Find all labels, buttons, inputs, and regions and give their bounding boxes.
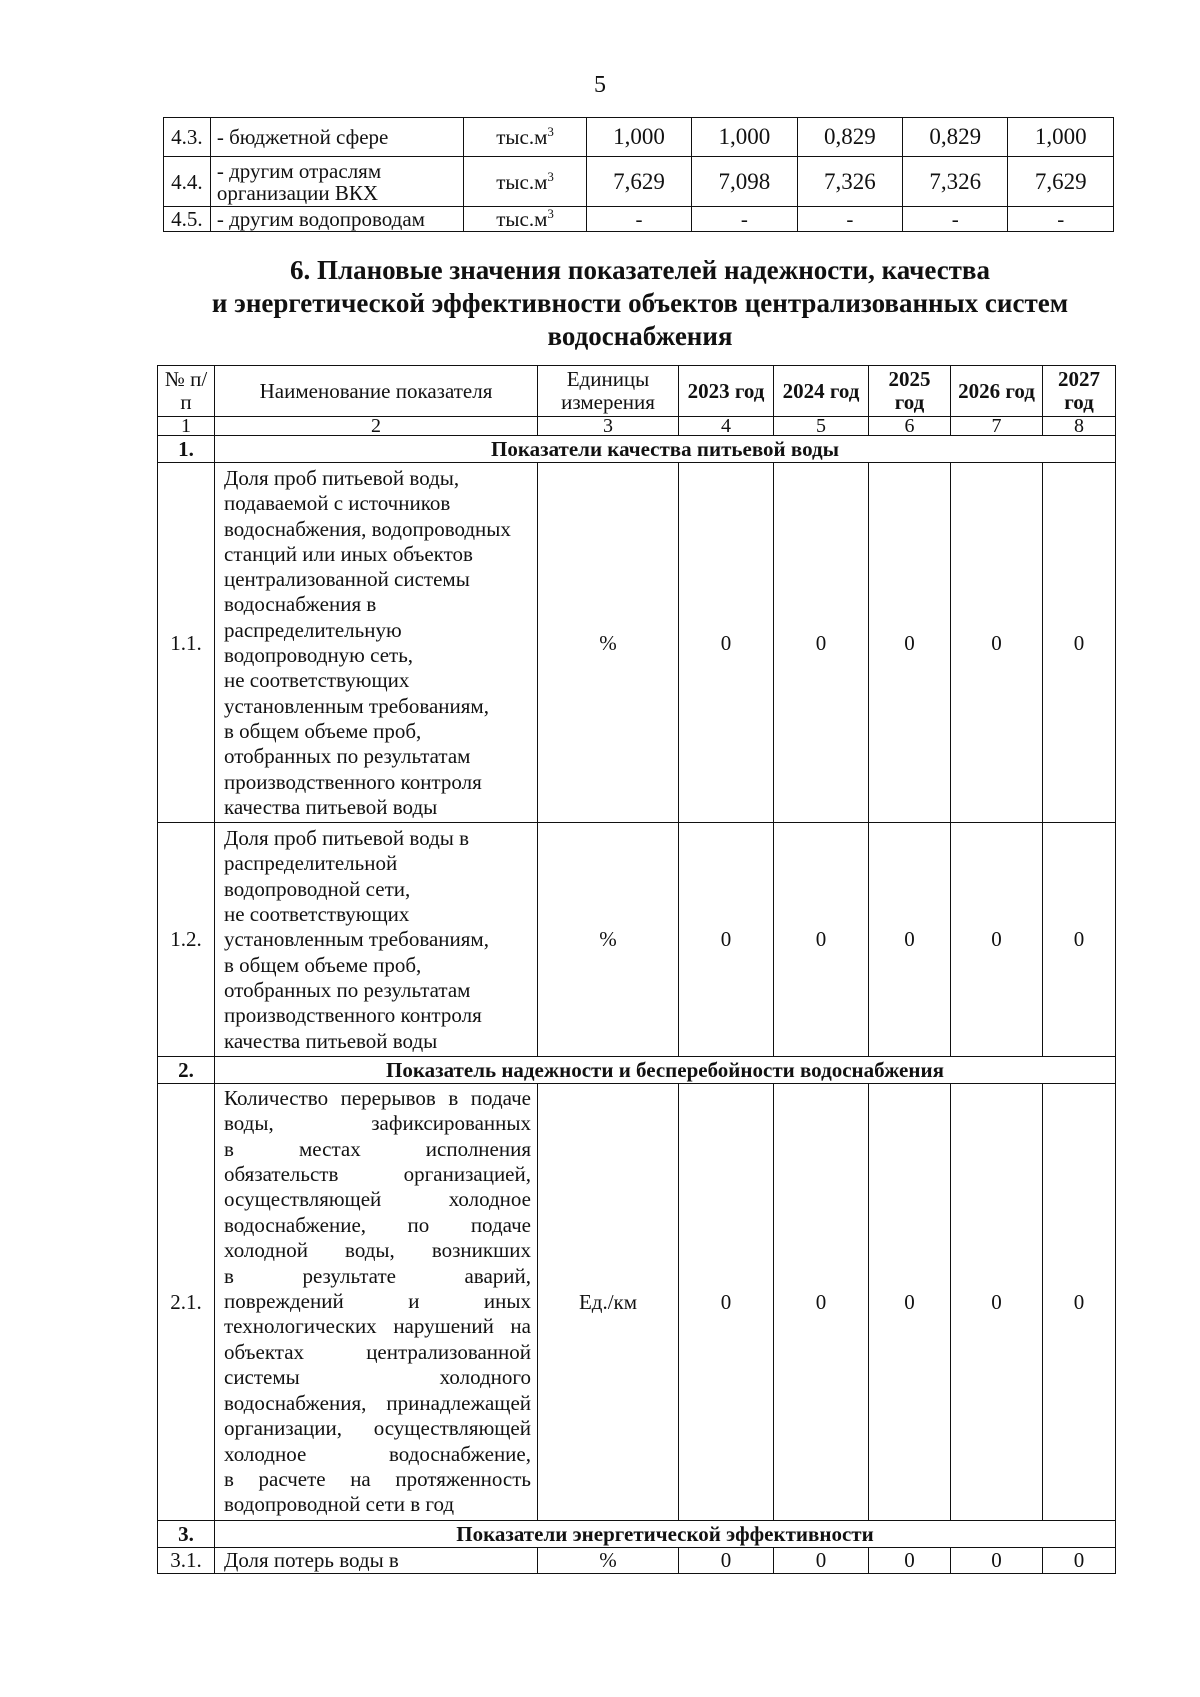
- indicator-name-line: в расчете на протяженность: [224, 1466, 531, 1491]
- indicator-name-line: станций или иных объектов: [224, 541, 473, 566]
- value-2023: 0: [679, 1547, 774, 1573]
- table-row: [158, 823, 1116, 1057]
- value-2025: 0: [869, 1083, 951, 1520]
- value-2024: 7,098: [692, 157, 797, 207]
- indicator-name-line: водопроводную сеть,: [224, 643, 414, 668]
- indicator-name-line: воды, зафиксированных: [224, 1111, 531, 1136]
- column-number: 5: [774, 417, 869, 436]
- row-name: - другим отраслям организации ВКХ: [210, 157, 463, 207]
- column-number-row: [158, 417, 1116, 436]
- value-2024: -: [692, 207, 797, 232]
- indicator-name: [215, 823, 538, 1057]
- indicator-name-line: холодной воды, возникших: [224, 1238, 531, 1263]
- row-number: 1.2.: [158, 823, 215, 1057]
- value-2026: 7,326: [903, 157, 1008, 207]
- value-2024: 0: [774, 1083, 869, 1520]
- value-2027: 0: [1043, 823, 1116, 1057]
- value-2025: 0: [869, 1547, 951, 1573]
- indicator-name-line: установленным требованиям,: [224, 693, 489, 718]
- section-row: [158, 436, 1116, 463]
- indicator-name-line: осуществляющей холодное: [224, 1187, 531, 1212]
- heading-line: водоснабжения: [547, 321, 733, 351]
- column-number: 2: [215, 417, 538, 436]
- table-row: [164, 207, 1114, 232]
- row-number: 2.1.: [158, 1083, 215, 1520]
- indicator-name-line: Доля потерь воды в: [224, 1547, 399, 1572]
- value-2026: 0: [951, 1083, 1043, 1520]
- header-year: 2027 год: [1043, 366, 1116, 417]
- value-2027: 0: [1043, 1083, 1116, 1520]
- value-2023: 0: [679, 1083, 774, 1520]
- supply-volume-table: [163, 117, 1114, 232]
- value-2023: 7,629: [586, 157, 691, 207]
- indicator-name-line: водоснабжения, принадлежащей: [224, 1390, 531, 1415]
- indicator-name-line: системы холодного: [224, 1365, 531, 1390]
- row-name: - бюджетной сфере: [210, 118, 463, 157]
- indicator-name-line: холодное водоснабжение,: [224, 1441, 531, 1466]
- indicator-name-line: в общем объеме проб,: [224, 952, 422, 977]
- indicator-name-line: не соответствующих: [224, 668, 410, 693]
- row-unit: $тыс.м^3$: [464, 157, 586, 207]
- value-2027: -: [1008, 207, 1114, 232]
- section-heading: [160, 254, 1120, 353]
- indicator-name-line: водоснабжения, водопроводных: [224, 516, 511, 541]
- indicator-name-line: качества питьевой воды: [224, 1028, 438, 1053]
- indicator-name-line: централизованной системы: [224, 567, 470, 592]
- page-number: 5: [594, 72, 606, 98]
- row-unit: $тыс.м^3$: [464, 118, 586, 157]
- indicator-name-line: отобранных по результатам: [224, 744, 471, 769]
- indicator-name-line: в общем объеме проб,: [224, 718, 422, 743]
- indicator-name-line: водопроводной сети в год: [224, 1492, 455, 1517]
- value-2024: 0: [774, 823, 869, 1057]
- column-number: 3: [538, 417, 679, 436]
- value-2025: 0: [869, 463, 951, 823]
- indicator-name: [215, 1083, 538, 1520]
- section-title: Показатель надежности и бесперебойности водоснабжения: [215, 1056, 1116, 1083]
- value-2024: 0: [774, 1547, 869, 1573]
- value-2027: 0: [1043, 1547, 1116, 1573]
- row-unit: %: [538, 823, 679, 1057]
- indicator-name-line: водопроводной сети,: [224, 876, 411, 901]
- indicator-name-line: повреждений и иных: [224, 1289, 531, 1314]
- header-num: № п/п: [158, 366, 215, 417]
- section-title: Показатели качества питьевой воды: [215, 436, 1116, 463]
- section-title: Показатели энергетической эффективности: [215, 1520, 1116, 1547]
- row-unit: Ед./км: [538, 1083, 679, 1520]
- table-row: [164, 118, 1114, 157]
- value-2024: 1,000: [692, 118, 797, 157]
- section-number: 1.: [158, 436, 215, 463]
- value-2026: 0: [951, 823, 1043, 1057]
- value-2027: 0: [1043, 463, 1116, 823]
- section-row: [158, 1056, 1116, 1083]
- row-number: 3.1.: [158, 1547, 215, 1573]
- value-2026: 0,829: [903, 118, 1008, 157]
- value-2025: -: [797, 207, 902, 232]
- header-year: 2025 год: [869, 366, 951, 417]
- column-number: 8: [1043, 417, 1116, 436]
- indicator-name-line: подаваемой с источников: [224, 491, 451, 516]
- indicator-name-line: не соответствующих: [224, 902, 410, 927]
- row-unit: $тыс.м^3$: [464, 207, 586, 232]
- row-number: 4.4.: [164, 157, 211, 207]
- indicator-name-line: производственного контроля: [224, 769, 482, 794]
- indicator-name-line: организации, осуществляющей: [224, 1416, 531, 1441]
- row-unit: %: [538, 463, 679, 823]
- table-row: [164, 157, 1114, 207]
- table-row: [158, 1547, 1116, 1573]
- heading-line: и энергетической эффективности объектов централизованных систем: [211, 288, 1069, 318]
- indicator-name-line: распределительной: [224, 851, 398, 876]
- column-number: 7: [951, 417, 1043, 436]
- indicator-name-line: в местах исполнения: [224, 1136, 531, 1161]
- header-unit: Единицы измерения: [538, 366, 679, 417]
- row-unit: %: [538, 1547, 679, 1573]
- indicator-name-line: распределительную: [224, 617, 402, 642]
- value-2026: 0: [951, 1547, 1043, 1573]
- indicator-name-line: водоснабжения в: [224, 592, 377, 617]
- value-2023: -: [586, 207, 691, 232]
- indicator-name-line: технологических нарушений на: [224, 1314, 531, 1339]
- indicator-name-line: в результате аварий,: [224, 1263, 531, 1288]
- value-2023: 1,000: [586, 118, 691, 157]
- indicators-table: [157, 365, 1116, 1574]
- header-year: 2026 год: [951, 366, 1043, 417]
- row-name: - другим водопроводам: [210, 207, 463, 232]
- indicator-name-line: Доля проб питьевой воды в: [224, 826, 470, 851]
- value-2023: 0: [679, 823, 774, 1057]
- value-2027: 1,000: [1008, 118, 1114, 157]
- value-2025: 0,829: [797, 118, 902, 157]
- indicator-name-line: производственного контроля: [224, 1003, 482, 1028]
- section-number: 3.: [158, 1520, 215, 1547]
- value-2026: -: [903, 207, 1008, 232]
- value-2023: 0: [679, 463, 774, 823]
- section-number: 2.: [158, 1056, 215, 1083]
- indicator-name-line: отобранных по результатам: [224, 977, 471, 1002]
- indicator-name: [215, 463, 538, 823]
- value-2024: 0: [774, 463, 869, 823]
- value-2026: 0: [951, 463, 1043, 823]
- table-row: [158, 1083, 1116, 1520]
- table-row: [158, 463, 1116, 823]
- indicator-name-line: установленным требованиям,: [224, 927, 489, 952]
- indicator-name: [215, 1547, 538, 1573]
- row-number: 4.3.: [164, 118, 211, 157]
- section-row: [158, 1520, 1116, 1547]
- column-number: 1: [158, 417, 215, 436]
- row-number: 4.5.: [164, 207, 211, 232]
- header-year: 2023 год: [679, 366, 774, 417]
- value-2025: 0: [869, 823, 951, 1057]
- header-name: Наименование показателя: [215, 366, 538, 417]
- value-2025: 7,326: [797, 157, 902, 207]
- row-number: 1.1.: [158, 463, 215, 823]
- indicator-name-line: качества питьевой воды: [224, 794, 438, 819]
- value-2027: 7,629: [1008, 157, 1114, 207]
- indicator-name-line: Количество перерывов в подаче: [224, 1085, 531, 1110]
- indicator-name-line: водоснабжение, по подаче: [224, 1212, 531, 1237]
- column-number: 6: [869, 417, 951, 436]
- table-header-row: [158, 366, 1116, 417]
- column-number: 4: [679, 417, 774, 436]
- header-year: 2024 год: [774, 366, 869, 417]
- heading-line: 6. Плановые значения показателей надежности, качества: [289, 255, 991, 285]
- indicator-name-line: объектах централизованной: [224, 1339, 531, 1364]
- indicator-name-line: Доля проб питьевой воды,: [224, 466, 460, 490]
- indicator-name-line: обязательств организацией,: [224, 1162, 531, 1187]
